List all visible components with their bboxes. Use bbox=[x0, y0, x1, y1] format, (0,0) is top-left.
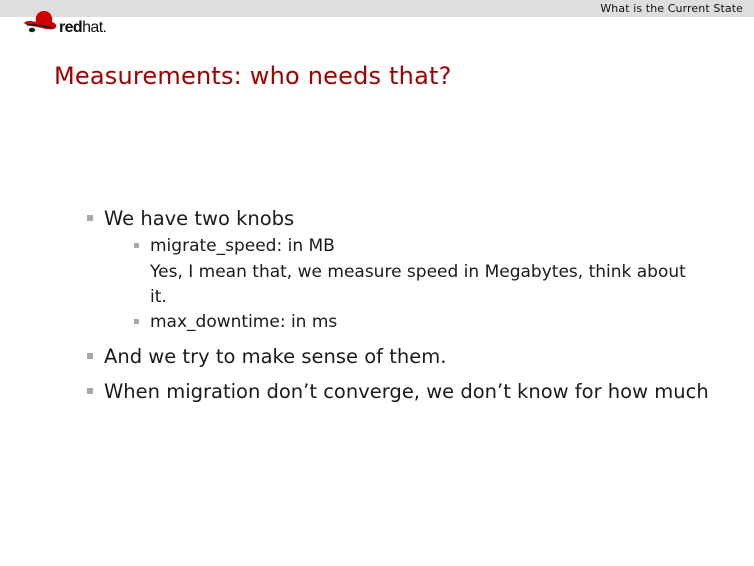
bullet-marker bbox=[87, 215, 93, 221]
sub-bullet-item: max_downtime: in ms bbox=[150, 312, 338, 332]
bullet-item: We have two knobs bbox=[104, 207, 295, 230]
slide-title: Measurements: who needs that? bbox=[54, 62, 452, 90]
section-title: What is the Current State bbox=[600, 2, 743, 15]
logo-wordmark: redhat. bbox=[59, 19, 107, 36]
bullet-item: And we try to make sense of them. bbox=[104, 345, 447, 368]
sub-bullet-marker bbox=[134, 243, 139, 248]
sub-bullet-item: migrate_speed: in MB bbox=[150, 236, 335, 256]
sub-bullet-marker bbox=[134, 319, 139, 324]
bullet-marker bbox=[87, 353, 93, 359]
sub-bullet-continuation: Yes, I mean that, we measure speed in Megabytes, think about bbox=[150, 262, 686, 282]
shadowman-hat-icon bbox=[22, 8, 58, 34]
redhat-logo bbox=[22, 8, 132, 36]
bullet-marker bbox=[87, 388, 93, 394]
bullet-item: When migration don’t converge, we don’t know for how much bbox=[104, 380, 709, 403]
sub-bullet-continuation: it. bbox=[150, 287, 167, 307]
